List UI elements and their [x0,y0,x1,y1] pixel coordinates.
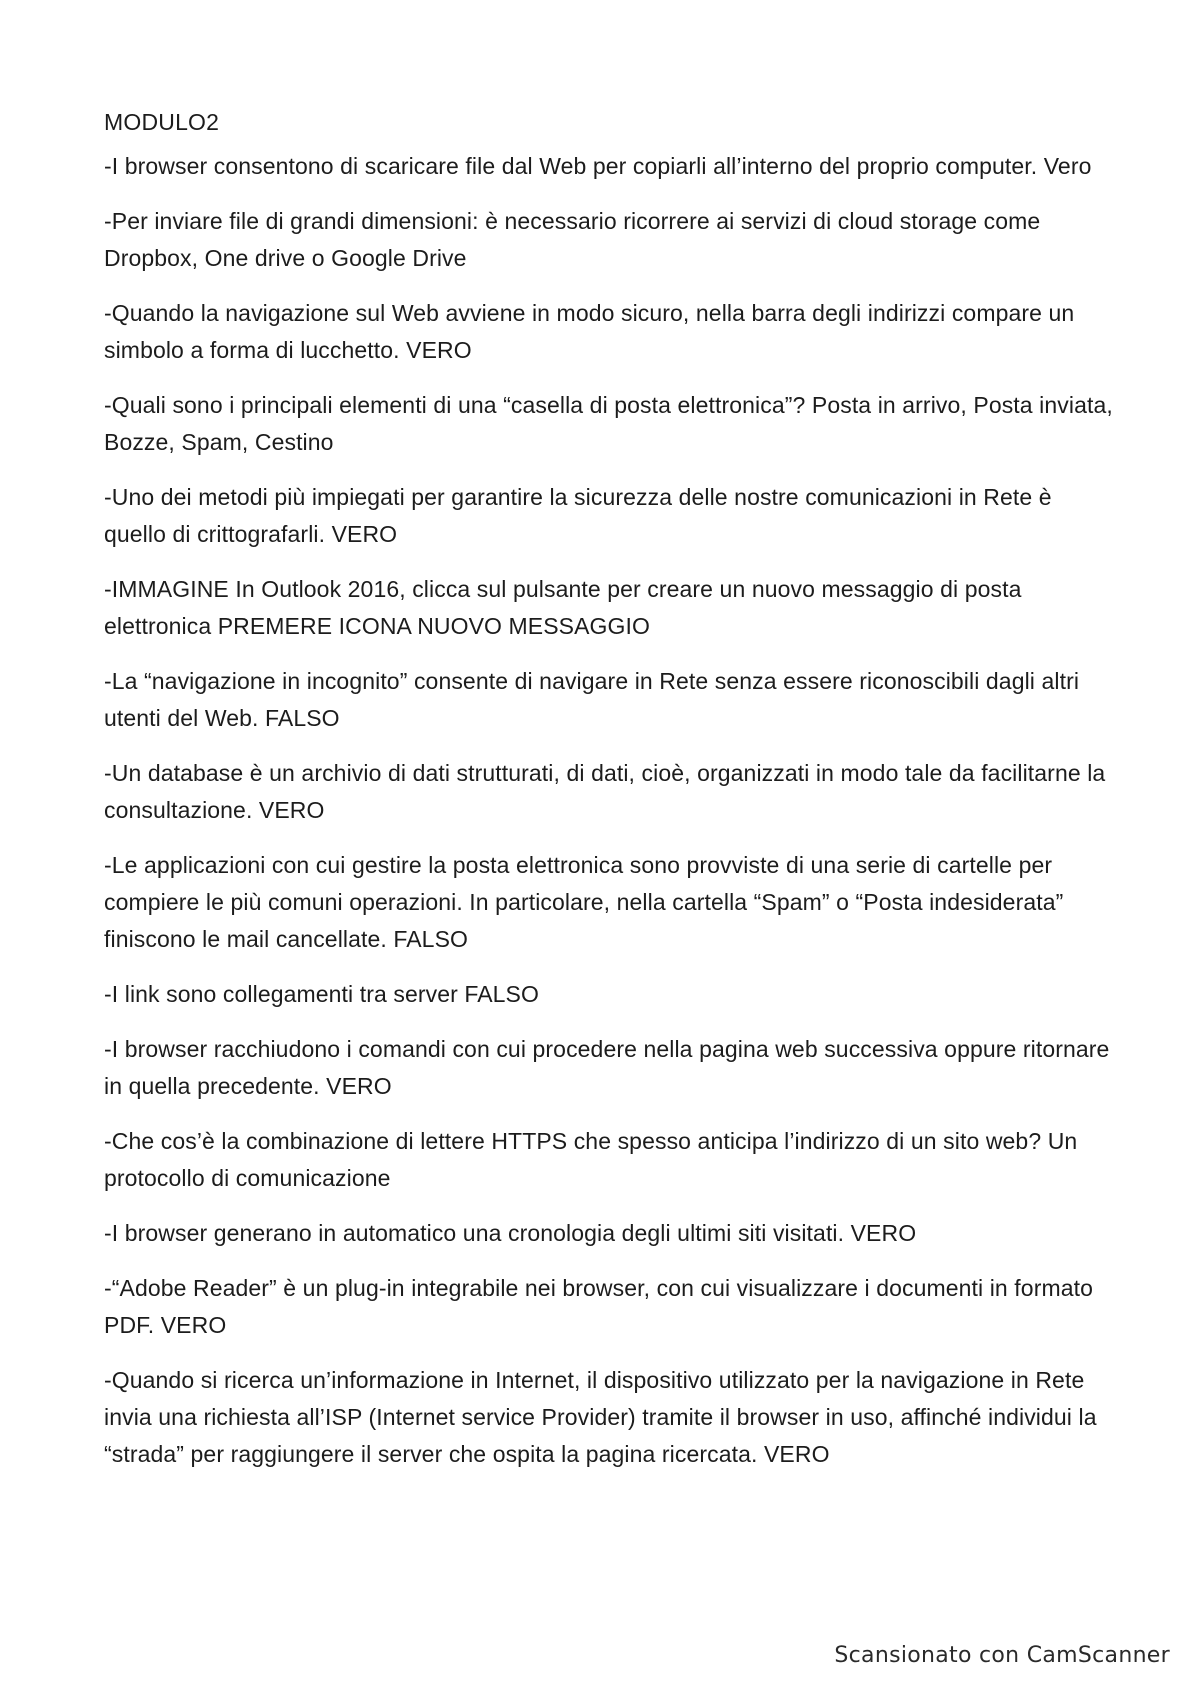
list-item: -Per inviare file di grandi dimensioni: è necessario ricorrere ai servizi di cloud storage come Dropbox, One drive o Google Drive [104,208,1041,271]
list-item: -Quali sono i principali elementi di una “casella di posta elettronica”? Posta in arrivo, Posta inviata, Bozze, Spam, Cestino [104,392,1113,455]
document-body [104,104,1114,1491]
list-item: -Un database è un archivio di dati strutturati, di dati, cioè, organizzati in modo tale da facilitarne la consultazione. VERO [104,760,1106,823]
list-item: -“Adobe Reader” è un plug-in integrabile nei browser, con cui visualizzare i documenti in formato PDF. VERO [104,1275,1093,1338]
list-item: -I browser generano in automatico una cronologia degli ultimi siti visitati. VERO [104,1220,917,1246]
list-item: -Quando la navigazione sul Web avviene in modo sicuro, nella barra degli indirizzi compare un simbolo a forma di lucchetto. VERO [104,300,1075,363]
list-item: -I browser racchiudono i comandi con cui procedere nella pagina web successiva oppure ritornare in quella precedente. VERO [104,1036,1110,1099]
list-item: -I browser consentono di scaricare file dal Web per copiarli all’interno del proprio computer. Vero [104,153,1092,179]
list-item: -IMMAGINE In Outlook 2016, clicca sul pulsante per creare un nuovo messaggio di posta elettronica PREMERE ICONA NUOVO MESSAGGIO [104,576,1022,639]
list-item: -Le applicazioni con cui gestire la posta elettronica sono provviste di una serie di cartelle per compiere le più comuni operazioni. In particolare, nella cartella “Spam” o “Posta indesiderata” finiscono le mail cancellate. FALSO [104,852,1064,952]
list-item: -Che cos’è la combinazione di lettere HTTPS che spesso anticipa l’indirizzo di un sito web? Un protocollo di comunicazione [104,1128,1078,1191]
list-item: -La “navigazione in incognito” consente di navigare in Rete senza essere riconoscibili dagli altri utenti del Web. FALSO [104,668,1080,731]
list-item: -Quando si ricerca un’informazione in Internet, il dispositivo utilizzato per la navigazione in Rete invia una richiesta all’ISP (Internet service Provider) tramite il browser in uso, affinché individui la “strada” per raggiungere il server che ospita la pagina ricercata. VERO [104,1367,1097,1467]
list-item: -I link sono collegamenti tra server FALSO [104,981,539,1007]
list-item: -Uno dei metodi più impiegati per garantire la sicurezza delle nostre comunicazioni in Rete è quello di crittografarli. VERO [104,484,1052,547]
scanner-watermark: Scansionato con CamScanner [834,1643,1170,1668]
document-title: MODULO2 [104,109,220,135]
